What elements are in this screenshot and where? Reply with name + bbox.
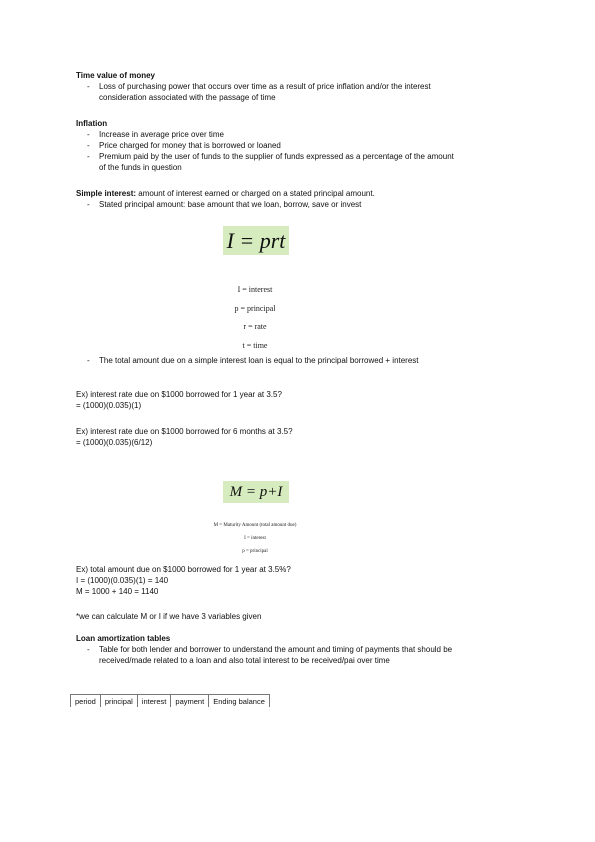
- legend-item: r = rate: [243, 322, 267, 331]
- note: *we can calculate M or I if we have 3 variables given: [76, 612, 262, 621]
- example-line: Ex) interest rate due on $1000 borrowed for 6 months at 3.5?: [76, 427, 293, 436]
- example-line: M = 1000 + 140 = 1140: [76, 587, 159, 596]
- bullet-list: [76, 355, 456, 366]
- section-total-amount: [76, 355, 456, 366]
- formula-maturity-amount: M = p+I: [223, 481, 289, 503]
- section-loan-amortization: [76, 633, 456, 666]
- formula-legend-simple: [150, 281, 360, 355]
- section-simple-interest: [76, 188, 456, 210]
- table-header-cell: Ending balance: [208, 694, 270, 707]
- example-1: [76, 389, 456, 411]
- heading-inflation: Inflation: [76, 119, 108, 128]
- simple-interest-definition: [76, 188, 456, 199]
- list-item: - Stated principal amount: base amount that we loan, borrow, save or invest: [76, 199, 456, 210]
- legend-item: p = principal: [242, 549, 268, 554]
- list-item: - Price charged for money that is borrowed or loaned: [76, 140, 456, 151]
- example-line: = (1000)(0.035)(1): [76, 401, 142, 410]
- example-line: Ex) total amount due on $1000 borrowed for 1 year at 3.5%?: [76, 565, 291, 574]
- heading-loan-amortization: Loan amortization tables: [76, 634, 171, 643]
- example-3: [76, 564, 456, 597]
- simple-interest-text: amount of interest earned or charged on a stated principal amount.: [136, 189, 375, 198]
- table-header-cell: interest: [137, 694, 171, 707]
- table-header-cell: payment: [170, 694, 208, 707]
- bullet-list: [76, 81, 456, 103]
- example-line: Ex) interest rate due on $1000 borrowed for 1 year at 3.5?: [76, 390, 282, 399]
- list-item: - Increase in average price over time: [76, 129, 456, 140]
- amortization-table-header: [70, 694, 270, 706]
- legend-item: t = time: [242, 340, 268, 350]
- table-header-cell: principal: [100, 694, 137, 707]
- bullet-list: [76, 644, 456, 666]
- formula-simple-interest: I = prt: [223, 226, 289, 255]
- bullet-list: [76, 199, 456, 210]
- legend-item: M = Maturity Amount (total amount due): [213, 523, 297, 528]
- section-inflation: [76, 118, 456, 173]
- legend-item: p = principal: [234, 303, 276, 313]
- section-time-value-of-money: [76, 70, 456, 103]
- formula-legend-maturity: [150, 519, 360, 558]
- list-item: - Table for both lender and borrower to understand the amount and timing of payments that should be received/made related to a loan and also total interest to be received/pai over time: [76, 644, 456, 666]
- example-line: I = (1000)(0.035)(1) = 140: [76, 576, 169, 585]
- heading-simple-interest: Simple interest:: [76, 189, 137, 198]
- legend-item: I = interest: [237, 285, 273, 294]
- legend-item: I = interest: [244, 536, 266, 541]
- example-line: = (1000)(0.035)(6/12): [76, 438, 153, 447]
- example-2: [76, 426, 456, 448]
- table-header-cell: period: [70, 694, 100, 707]
- heading-time-value: Time value of money: [76, 71, 155, 80]
- list-item: - Premium paid by the user of funds to the supplier of funds expressed as a percentage of the amount of the funds in question: [76, 151, 456, 173]
- bullet-list: [76, 129, 456, 173]
- list-item: - Loss of purchasing power that occurs over time as a result of price inflation and/or the interest consideration associated with the passage of time: [76, 81, 456, 103]
- list-item: - The total amount due on a simple interest loan is equal to the principal borrowed + interest: [76, 355, 456, 366]
